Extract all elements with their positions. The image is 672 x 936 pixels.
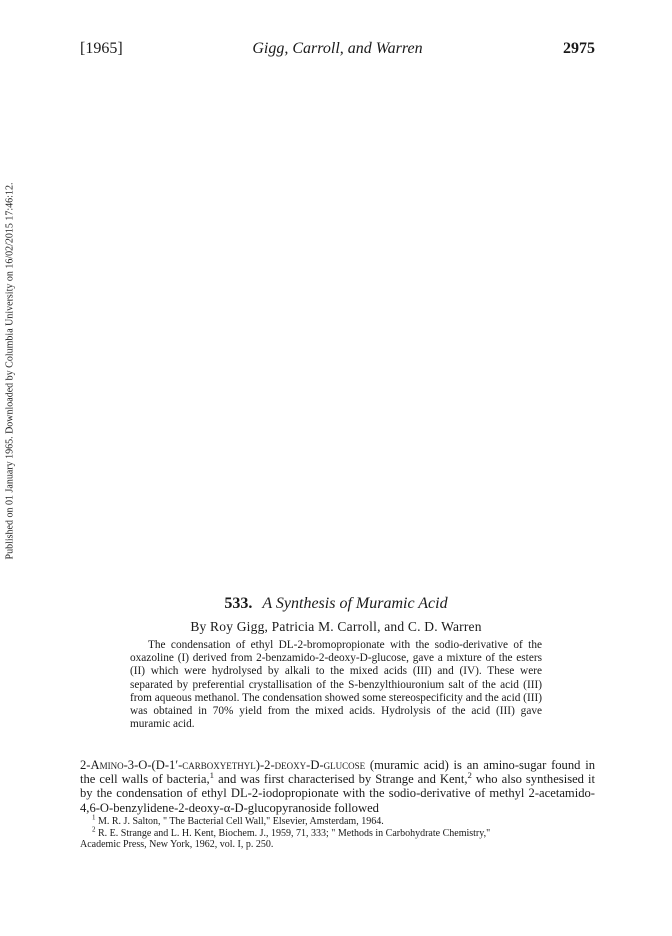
ref-2: 2	[467, 770, 472, 781]
header-page-number: 2975	[563, 40, 595, 57]
article-title-text: A Synthesis of Muramic Acid	[262, 595, 448, 612]
publication-sidebar	[2, 166, 18, 576]
ref-1: 1	[209, 770, 215, 781]
abstract-text: The condensation of ethyl DL-2-bromopropionate with the sodio-derivative of the oxazoline (I) derived from 2-benzamido-2-deoxy-D-glucose, gave a mixture of the esters (II) which were hydrolysed by alkali to the mixed acids (III) and (IV). These were separated by preferential crystallisation of the S-benzylthiouronium salt of the acid (III) from aqueous methanol. The condensation showed some stereospecificity and the acid (III) was obtained in 70% yield from the mixed acids. Hydrolysis of the acid (III) gave muramic acid.	[130, 639, 542, 731]
footnote-2-mark: 2	[92, 825, 96, 834]
footnote-1-mark: 1	[92, 813, 96, 822]
footnote-2-continuation: Academic Press, New York, 1962, vol. I, p. 250.	[80, 839, 274, 850]
body-text-c: who also synthesised it by the condensation of ethyl DL-2-iodopropionate with the sodio-derivative of methyl 2-acetamido-4,6-O-benzylidene-2-deoxy-α-D-glucopyranoside followed	[80, 772, 595, 815]
footnote-2-text: R. E. Strange and L. H. Kent, Biochem. J., 1959, 71, 333; " Methods in Carbohydrate Chemistry,"	[95, 827, 491, 839]
body-text	[80, 758, 595, 815]
body-paragraph	[80, 758, 595, 815]
running-header	[80, 40, 595, 60]
article-number: 533.	[224, 595, 253, 612]
header-year: [1965]	[80, 40, 123, 57]
body-text-a: (muramic acid) is an amino-sugar found in the cell walls of bacteria,	[80, 758, 595, 787]
footnote-2	[80, 825, 595, 840]
article-title	[0, 595, 672, 613]
footnote-1-text: M. R. J. Salton, " The Bacterial Cell Wall," Elsevier, Amsterdam, 1964.	[95, 816, 384, 827]
header-authors: Gigg, Carroll, and Warren	[252, 40, 423, 57]
byline: By Roy Gigg, Patricia M. Carroll, and C. D. Warren	[190, 619, 482, 634]
abstract	[130, 639, 542, 731]
sidebar-text: Published on 01 January 1965. Downloaded by Columbia University on 16/02/2015 17:46:12.	[4, 182, 16, 560]
body-text-b: and was first characterised by Strange and Kent,	[214, 772, 468, 787]
body-lead: 2-Amino-3-O-(D-1′-carboxyethyl)-2-deoxy-D-glucose	[80, 758, 366, 772]
footnotes	[80, 813, 595, 851]
footnote-1	[80, 813, 595, 828]
